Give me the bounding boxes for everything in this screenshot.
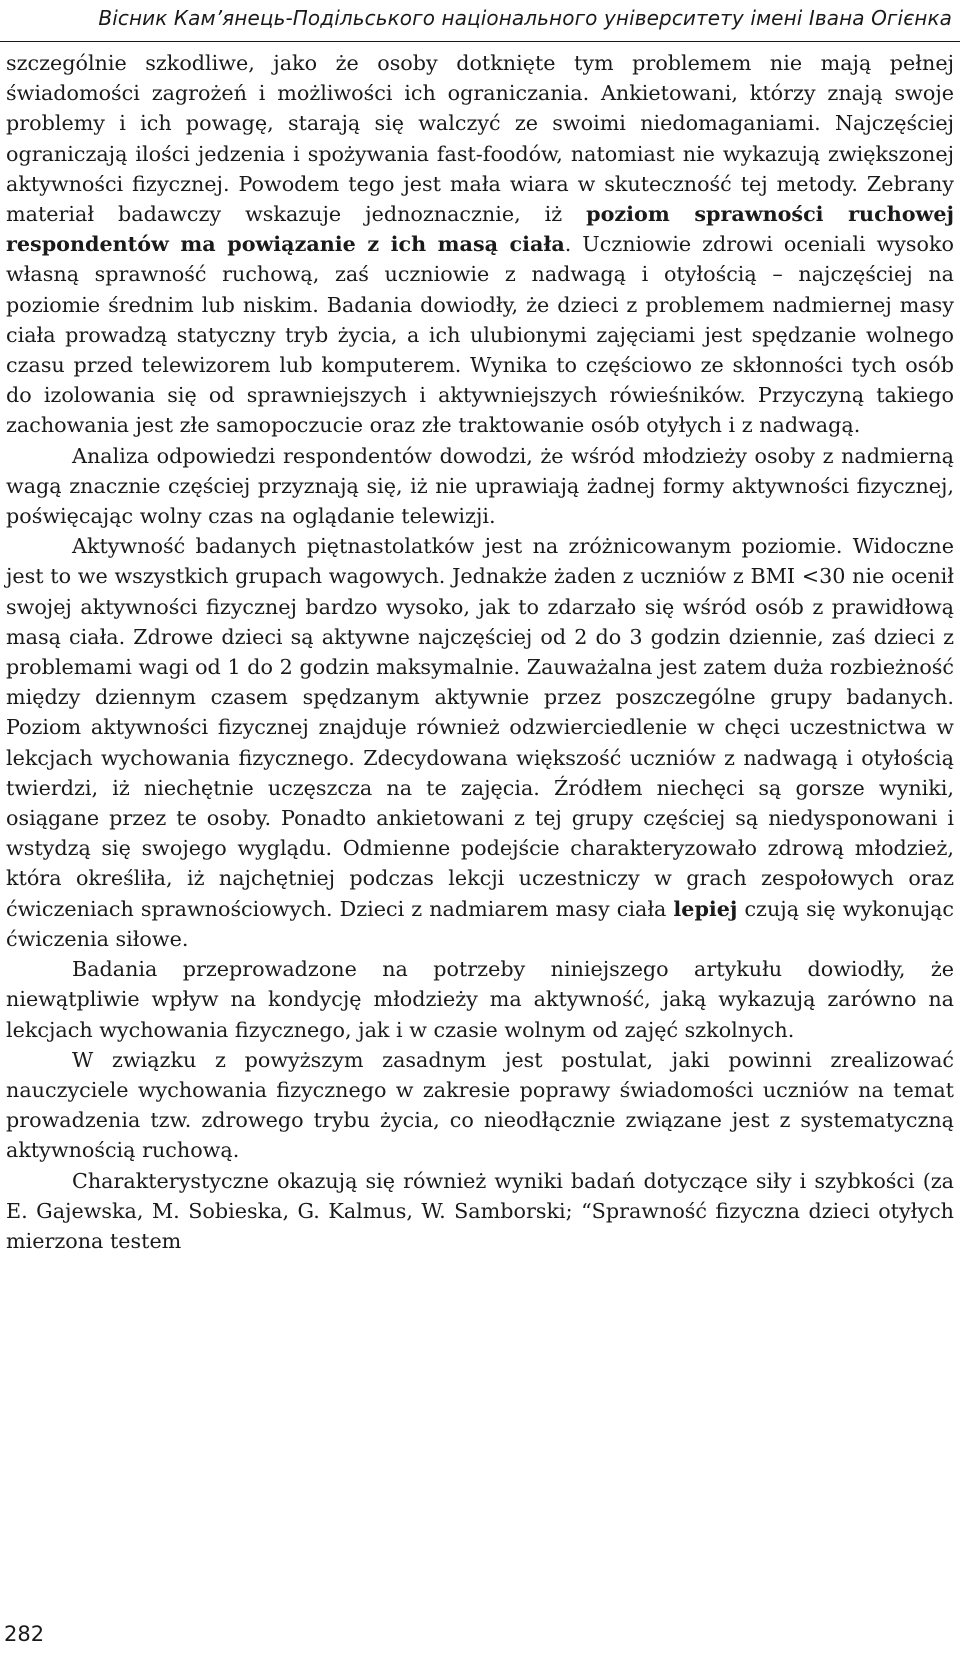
page-number: 282 [4,1622,45,1646]
paragraph: szczególnie szkodliwe, jako że osoby dotknięte tym problemem nie mają pełnej świadomości zagrożeń i możliwości ich ograniczania. Ankietowani, którzy znają swoje problemy i ich powagę, starają się walczyć ze swoimi niedomaganiami. Najczęściej ograniczają ilości jedzenia i spożywania fast-foodów, natomiast nie wykazują zwiększonej aktywności fizycznej. Powodem tego jest mała wiara w skuteczność tej metody. Zebrany materiał badawczy wskazuje jednoznacznie, iż poziom sprawności ruchowej respondentów ma powiązanie z ich masą ciała. Uczniowie zdrowi oceniali wysoko własną sprawność ruchową, zaś uczniowie z nadwagą i otyłością – najczęściej na poziomie średnim lub niskim. Badania dowiodły, że dzieci z problemem nadmiernej masy ciała prowadzą statyczny tryb życia, a ich ulubionymi zajęciami jest spędzanie wolnego czasu przed telewizorem lub komputerem. Wynika to częściowo ze skłonności tych osób do izolowania się od sprawniejszych i aktywniejszych rówieśników. Przyczyną takiego zachowania jest złe samopoczucie oraz złe traktowanie osób otyłych i z nadwagą. [6,51,954,438]
paragraph: Analiza odpowiedzi respondentów dowodzi, że wśród młodzieży osoby z nadmierną wagą znacznie częściej przyznają się, iż nie uprawiają żadnej formy aktywności fizycznej, poświęcając wolny czas na oglądanie telewizji. [6,443,954,529]
running-header [0,0,960,42]
paragraph: Aktywność badanych piętnastolatków jest na zróżnicowanym poziomie. Widoczne jest to we wszystkich grupach wagowych. Jednakże żaden z uczniów z BMI <30 nie ocenił swojej aktywności fizycznej bardzo wysoko, jak to zdarzało się wśród osób z prawidłową masą ciała. Zdrowe dzieci są aktywne najczęściej od 2 do 3 godzin dziennie, zaś dzieci z problemami wagi od 1 do 2 godzin maksymalnie. Zauważalna jest zatem duża rozbieżność między dziennym czasem spędzanym aktywnie przez poszczególne grupy badanych. Poziom aktywności fizycznej znajduje również odzwierciedlenie w chęci uczestnictwa w lekcjach wychowania fizycznego. Zdecydowana większość uczniów z nadwagą i otyłością twierdzi, iż niechętnie uczęszcza na te zajęcia. Źródłem niechęci są gorsze wyniki, osiągane przez te osoby. Ponadto ankietowani z tej grupy częściej są niedysponowani i wstydzą się swojego wyglądu. Odmienne podejście charakteryzowało zdrową młodzież, która określiła, iż najchętniej podczas lekcji uczestniczy w grach zespołowych oraz ćwiczeniach sprawnościowych. Dzieci z nadmiarem masy ciała lepiej czują się wykonując ćwiczenia siłowe. [6,534,954,951]
article-body [6,48,954,1256]
emphasis-text: lepiej [673,896,738,921]
paragraph: Charakterystyczne okazują się również wyniki badań dotyczące siły i szybkości (za E. Gajewska, M. Sobieska, G. Kalmus, W. Samborski; “Sprawność fizyczna dzieci otyłych mierzona testem [6,1168,954,1253]
emphasis-text: poziom sprawności ruchowej respondentów ma powiązanie z ich masą ciała [6,202,954,257]
journal-title: Вісник Кам’янець-Подільського національного університету імені Івана Огієнка [98,6,952,30]
paragraph: W związku z powyższym zasadnym jest postulat, jaki powinni zrealizować nauczyciele wychowania fizycznego w zakresie poprawy świadomości uczniów na temat prowadzenia tzw. zdrowego trybu życia, co nieodłącznie związane jest z systematyczną aktywnością ruchową. [6,1047,954,1163]
paragraph: Badania przeprowadzone na potrzeby niniejszego artykułu dowiodły, że niewątpliwie wpływ na kondycję młodzieży ma aktywność, jaką wykazują zarówno na lekcjach wychowania fizycznego, jak i w czasie wolnym od zajęć szkolnych. [6,957,954,1042]
